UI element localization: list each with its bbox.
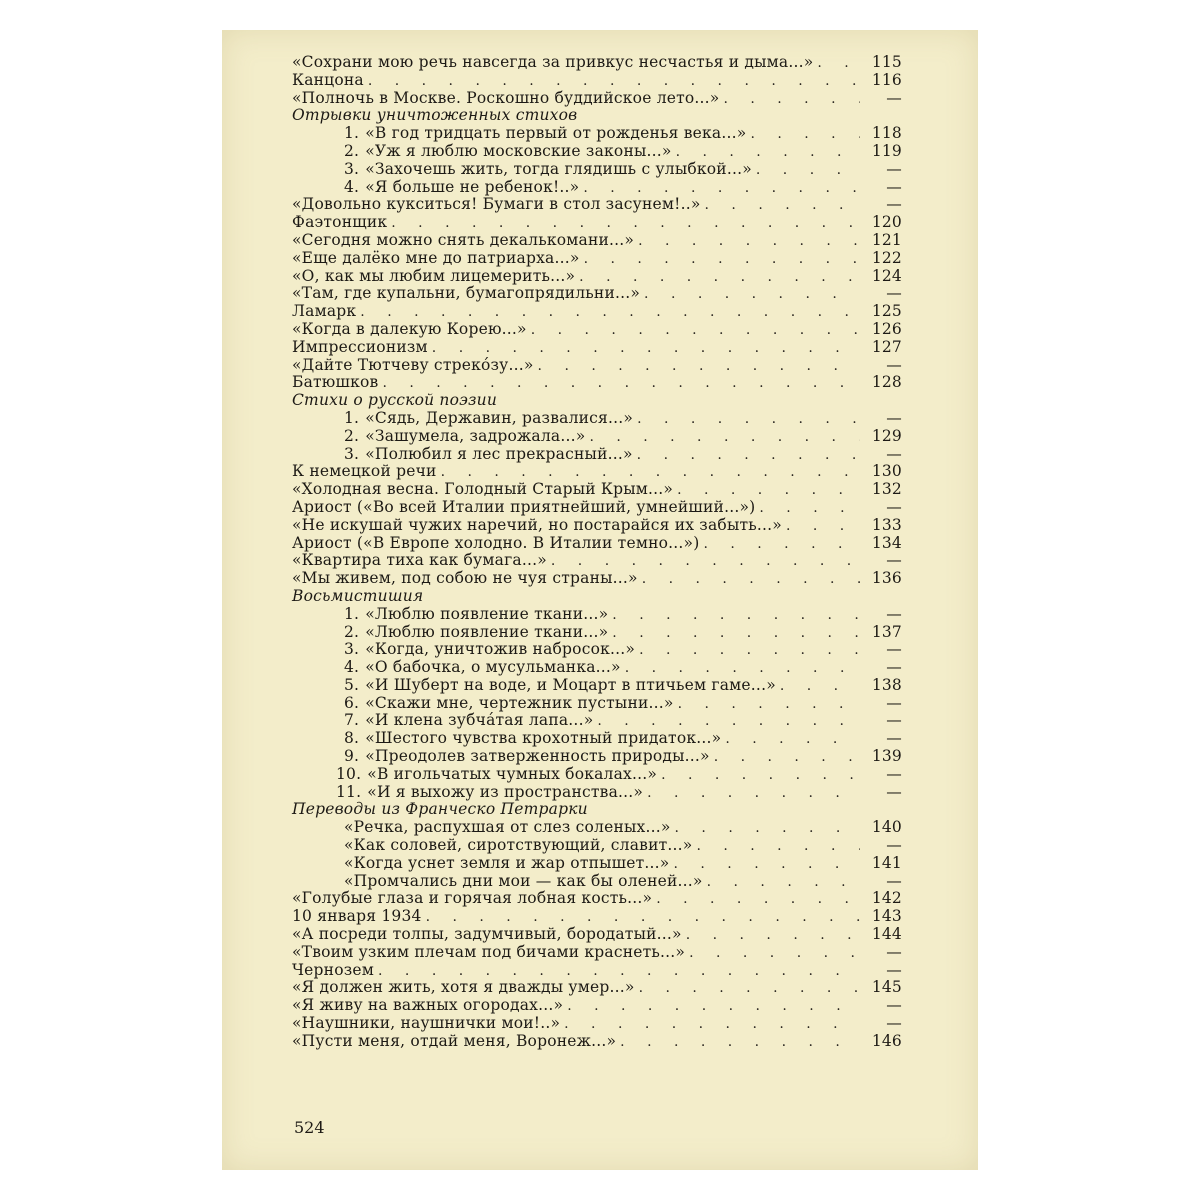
toc-entry [292, 570, 902, 588]
dot-leader [637, 411, 860, 429]
toc-entry-page: 145 [871, 978, 902, 997]
toc-entry [292, 962, 902, 980]
toc-entry [292, 944, 902, 962]
toc-entry-number: 10. [336, 764, 362, 783]
toc-entry-number: 2. [344, 622, 360, 641]
toc-entry-title: «О, как мы любим лицемерить...» [292, 266, 576, 285]
toc-entry-title: «Голубые глаза и горячая лобная кость...» [292, 889, 653, 908]
dot-leader [674, 856, 861, 874]
dot-leader [612, 625, 860, 643]
toc-entry-title: «Твоим узким плечам под бичами краснеть...» [292, 942, 686, 961]
toc-entry-page: — [886, 693, 902, 712]
toc-entry [292, 54, 902, 72]
toc-entry-title: Переводы из Франческо Петрарки [292, 800, 588, 819]
toc-entry [292, 517, 902, 535]
toc-entry-page: — [886, 871, 902, 890]
toc-entry-page: 140 [871, 818, 902, 837]
page-number: 524 [294, 1118, 325, 1137]
toc-entry-title: Чернозем [292, 960, 375, 979]
toc-entry [292, 659, 902, 677]
toc-section-heading [292, 107, 902, 125]
toc-entry-page: — [886, 942, 902, 961]
toc-entry-page: — [886, 960, 902, 979]
toc-entry-page: — [886, 836, 902, 855]
toc-entry-title: «А посреди толпы, задумчивый, бородатый...» [292, 925, 682, 944]
toc-entry-page: 122 [871, 248, 902, 267]
toc-entry-number: 3. [344, 640, 360, 659]
toc-entry [292, 641, 902, 659]
toc-entry-page: 143 [871, 907, 902, 926]
toc-entry-title: «О бабочка, о мусульманка...» [365, 658, 621, 677]
toc-entry-page: 120 [871, 213, 902, 232]
toc-section-heading [292, 801, 902, 819]
toc-entry [292, 535, 902, 553]
toc-entry-title: «Довольно кукситься! Бумаги в стол засунем!..» [292, 195, 701, 214]
toc-entry [292, 819, 902, 837]
toc-entry [292, 784, 902, 802]
toc-entry [292, 428, 902, 446]
toc-entry-page: — [886, 195, 902, 214]
dot-leader [584, 251, 860, 269]
toc-entry-page: — [886, 159, 902, 178]
toc-entry-number: 1. [344, 124, 360, 143]
toc-entry [292, 926, 902, 944]
toc-entry-title: Батюшков [292, 373, 379, 392]
toc-entry-page: 124 [871, 266, 902, 285]
toc-entry-page: 141 [871, 853, 902, 872]
toc-entry-page: 128 [871, 373, 902, 392]
dot-leader [638, 233, 860, 251]
toc-entry [292, 463, 902, 481]
toc-entry-title: «Не искушай чужих наречий, но постарайся их забыть...» [292, 515, 782, 534]
toc-entry-number: 2. [344, 426, 360, 445]
toc-entry-title: «Захочешь жить, тогда глядишь с улыбкой...» [365, 159, 752, 178]
toc-entry-title: Стихи о русской поэзии [292, 391, 498, 410]
toc-entry-number: 4. [344, 177, 360, 196]
toc-entry [292, 357, 902, 375]
toc-entry [292, 552, 902, 570]
toc-entry-title: «Как соловей, сиротствующий, славит...» [344, 836, 693, 855]
toc-entry-number: 3. [344, 444, 360, 463]
toc-entry-title: «Я больше не ребенок!..» [365, 177, 580, 196]
dot-leader [661, 767, 860, 785]
toc-entry-title: «И клена зубчáтая лапа...» [365, 711, 594, 730]
toc-entry [292, 979, 902, 997]
dot-leader [689, 945, 860, 963]
toc-entry [292, 321, 902, 339]
toc-entry-title: «Скажи мне, чертежник пустыни...» [365, 693, 674, 712]
dot-leader [647, 785, 860, 803]
dot-leader [817, 55, 860, 73]
toc-entry-page: 137 [871, 622, 902, 641]
toc-entry-page: — [886, 729, 902, 748]
toc-entry-page: 136 [871, 569, 902, 588]
toc-entry-number: 9. [344, 747, 360, 766]
toc-entry [292, 855, 902, 873]
toc-entry-page: — [886, 497, 902, 516]
toc-entry-page: — [886, 408, 902, 427]
toc-entry [292, 72, 902, 90]
toc-entry-title: «И я выхожу из пространства...» [367, 782, 644, 801]
toc-entry-title: «Полночь в Москве. Роскошно буддийское лето...» [292, 88, 720, 107]
toc-entry-title: Канцона [292, 70, 364, 89]
toc-entry-title: «Я живу на важных огородах...» [292, 996, 564, 1015]
toc-entry-page: 138 [871, 675, 902, 694]
toc-entry-page: 121 [871, 230, 902, 249]
toc-entry-title: 10 января 1934 [292, 907, 422, 926]
toc-entry-title: «Преодолев затверженность природы...» [365, 747, 710, 766]
toc-entry-page: — [886, 604, 902, 623]
toc-entry-page: 139 [871, 747, 902, 766]
toc-entry-page: — [886, 996, 902, 1015]
toc-entry [292, 339, 902, 357]
toc-entry-page: — [886, 782, 902, 801]
toc-entry-title: «Квартира тиха как бумага...» [292, 551, 547, 570]
toc-entry [292, 303, 902, 321]
toc-entry-page: 146 [871, 1031, 902, 1050]
toc-entry [292, 250, 902, 268]
toc-entry [292, 712, 902, 730]
toc-entry-page: — [886, 764, 902, 783]
dot-leader [675, 820, 860, 838]
toc-entry-page: — [886, 444, 902, 463]
toc-entry-title: «Речка, распухшая от слез соленых...» [344, 818, 671, 837]
toc-section-heading [292, 392, 902, 410]
dot-leader [612, 607, 860, 625]
toc-entry-title: «Сохрани мою речь навсегда за привкус несчастья и дыма...» [292, 53, 814, 71]
toc-entry-page: 127 [871, 337, 902, 356]
toc-entry-title: Фаэтонщик [292, 213, 388, 232]
toc-entry-title: Ариост («В Европе холодно. В Италии темно...») [292, 533, 700, 552]
toc-entry-page: 118 [871, 124, 902, 143]
toc-entry-title: «Наушники, наушнички мои!..» [292, 1014, 561, 1033]
toc-entry-title: Отрывки уничтоженных стихов [292, 106, 578, 125]
toc-entry-page: 115 [871, 53, 902, 71]
dot-leader [786, 518, 860, 536]
toc-entry-page: 133 [871, 515, 902, 534]
toc-entry [292, 606, 902, 624]
toc-entry [292, 997, 902, 1015]
toc-entry-page: — [886, 1014, 902, 1033]
toc-entry-page: — [886, 640, 902, 659]
toc-entry-page: — [886, 88, 902, 107]
dot-leader [705, 197, 860, 215]
toc-entry [292, 268, 902, 286]
dot-leader [368, 73, 860, 91]
toc-entry-number: 1. [344, 408, 360, 427]
toc-entry-title: «И Шуберт на воде, и Моцарт в птичьем гаме...» [365, 675, 776, 694]
toc-entry-number: 8. [344, 729, 360, 748]
toc-entry [292, 90, 902, 108]
toc-entry-title: «Сегодня можно снять декалькомани...» [292, 230, 635, 249]
dot-leader [703, 536, 860, 554]
toc-entry-title: «Холодная весна. Голодный Старый Крым...» [292, 480, 674, 499]
toc-entry [292, 766, 902, 784]
toc-entry-page: — [886, 284, 902, 303]
toc-entry-title: «Когда в далекую Корею...» [292, 319, 527, 338]
toc-entry [292, 143, 902, 161]
toc-section-heading [292, 588, 902, 606]
dot-leader [656, 891, 860, 909]
dot-leader [567, 998, 860, 1016]
toc-entry-number: 3. [344, 159, 360, 178]
toc-entry-title: «Полюбил я лес прекрасный...» [365, 444, 633, 463]
toc-entry [292, 196, 902, 214]
dot-leader [725, 731, 860, 749]
toc-entry [292, 232, 902, 250]
toc-entry-title: «В год тридцать первый от рожденья века...» [365, 124, 747, 143]
toc-entry-title: «Дайте Тютчеву стрекóзу...» [292, 355, 534, 374]
toc-entry-page: 130 [871, 462, 902, 481]
toc-entry-number: 4. [344, 658, 360, 677]
dot-leader [686, 927, 860, 945]
dot-leader [780, 678, 860, 696]
toc-entry-page: 144 [871, 925, 902, 944]
toc-entry-number: 1. [344, 604, 360, 623]
toc-entry-number: 5. [344, 675, 360, 694]
toc-entry-title: Ламарк [292, 302, 357, 321]
toc-entry-page: — [886, 177, 902, 196]
toc-entry-page: 134 [871, 533, 902, 552]
toc-entry-title: Восьмистишия [292, 586, 424, 605]
dot-leader [707, 874, 860, 892]
toc-entry-title: Ариост («Во всей Италии приятнейший, умнейший...») [292, 497, 756, 516]
dot-leader [642, 571, 860, 589]
toc-entry [292, 908, 902, 926]
toc-entry-number: 11. [336, 782, 362, 801]
toc-entry [292, 374, 902, 392]
toc-entry-title: «Сядь, Державин, развалися...» [365, 408, 634, 427]
toc-entry [292, 890, 902, 908]
toc-entry [292, 446, 902, 464]
toc-entry-title: «Когда уснет земля и жар отпышет...» [344, 853, 670, 872]
dot-leader [714, 749, 860, 767]
toc-entry-page: 119 [871, 141, 902, 160]
toc-entry [292, 873, 902, 891]
toc-entry [292, 481, 902, 499]
toc-entry [292, 1015, 902, 1033]
toc-entry-title: «Зашумела, задрожала...» [365, 426, 586, 445]
dot-leader [637, 447, 860, 465]
toc-entry [292, 161, 902, 179]
toc-entry-title: «Люблю появление ткани...» [365, 604, 609, 623]
toc-entry [292, 214, 902, 232]
toc-entry-page: — [886, 711, 902, 730]
dot-leader [750, 126, 860, 144]
toc-entry [292, 695, 902, 713]
toc-entry [292, 748, 902, 766]
toc-entry-title: «Шестого чувства крохотный придаток...» [365, 729, 722, 748]
dot-leader [432, 340, 860, 358]
toc-entry-page: 142 [871, 889, 902, 908]
toc-entry-page: 116 [871, 70, 902, 89]
toc-entry-title: К немецкой речи [292, 462, 437, 481]
toc-entry-title: «Когда, уничтожив набросок...» [365, 640, 636, 659]
toc-entry-page: — [886, 355, 902, 374]
dot-leader [538, 358, 860, 376]
toc-entry-title: «Уж я люблю московские законы...» [365, 141, 672, 160]
toc-entry [292, 730, 902, 748]
dot-leader [756, 162, 860, 180]
toc-entry [292, 410, 902, 428]
toc-entry-number: 7. [344, 711, 360, 730]
toc-entry-title: «В игольчатых чумных бокалах...» [367, 764, 658, 783]
toc-entry-page: — [886, 658, 902, 677]
toc-entry-page: — [886, 551, 902, 570]
toc-entry-title: «Промчались дни мои — как бы оленей...» [344, 871, 703, 890]
dot-leader [620, 1034, 860, 1052]
dot-leader [644, 286, 860, 304]
toc-entry-title: Импрессионизм [292, 337, 428, 356]
toc-entry-title: «Я должен жить, хотя я дважды умер...» [292, 978, 635, 997]
toc-entry-title: «Там, где купальни, бумагопрядильни...» [292, 284, 641, 303]
toc-entry-number: 2. [344, 141, 360, 160]
dot-leader [723, 91, 860, 109]
dot-leader [696, 838, 860, 856]
toc-entry-page: 125 [871, 302, 902, 321]
dot-leader [531, 322, 860, 340]
book-page [222, 30, 978, 1170]
dot-leader [678, 696, 860, 714]
dot-leader [589, 429, 860, 447]
toc-entry-number: 6. [344, 693, 360, 712]
toc-entry [292, 837, 902, 855]
toc-entry [292, 125, 902, 143]
toc-entry-title: «Еще далёко мне до патриарха...» [292, 248, 580, 267]
toc-entry [292, 1033, 902, 1051]
toc-entry-page: 132 [871, 480, 902, 499]
toc-entry-title: «Пусти меня, отдай меня, Воронеж...» [292, 1031, 617, 1050]
dot-leader [639, 642, 860, 660]
dot-leader [639, 980, 860, 998]
toc-entry-page: 126 [871, 319, 902, 338]
toc-entry [292, 285, 902, 303]
toc-entry [292, 677, 902, 695]
toc-entry [292, 499, 902, 517]
toc-entry [292, 179, 902, 197]
toc-entry-page: 129 [871, 426, 902, 445]
table-of-contents [292, 54, 902, 1051]
toc-entry [292, 624, 902, 642]
toc-entry-title: «Люблю появление ткани...» [365, 622, 609, 641]
toc-entry-title: «Мы живем, под собою не чуя страны...» [292, 569, 638, 588]
